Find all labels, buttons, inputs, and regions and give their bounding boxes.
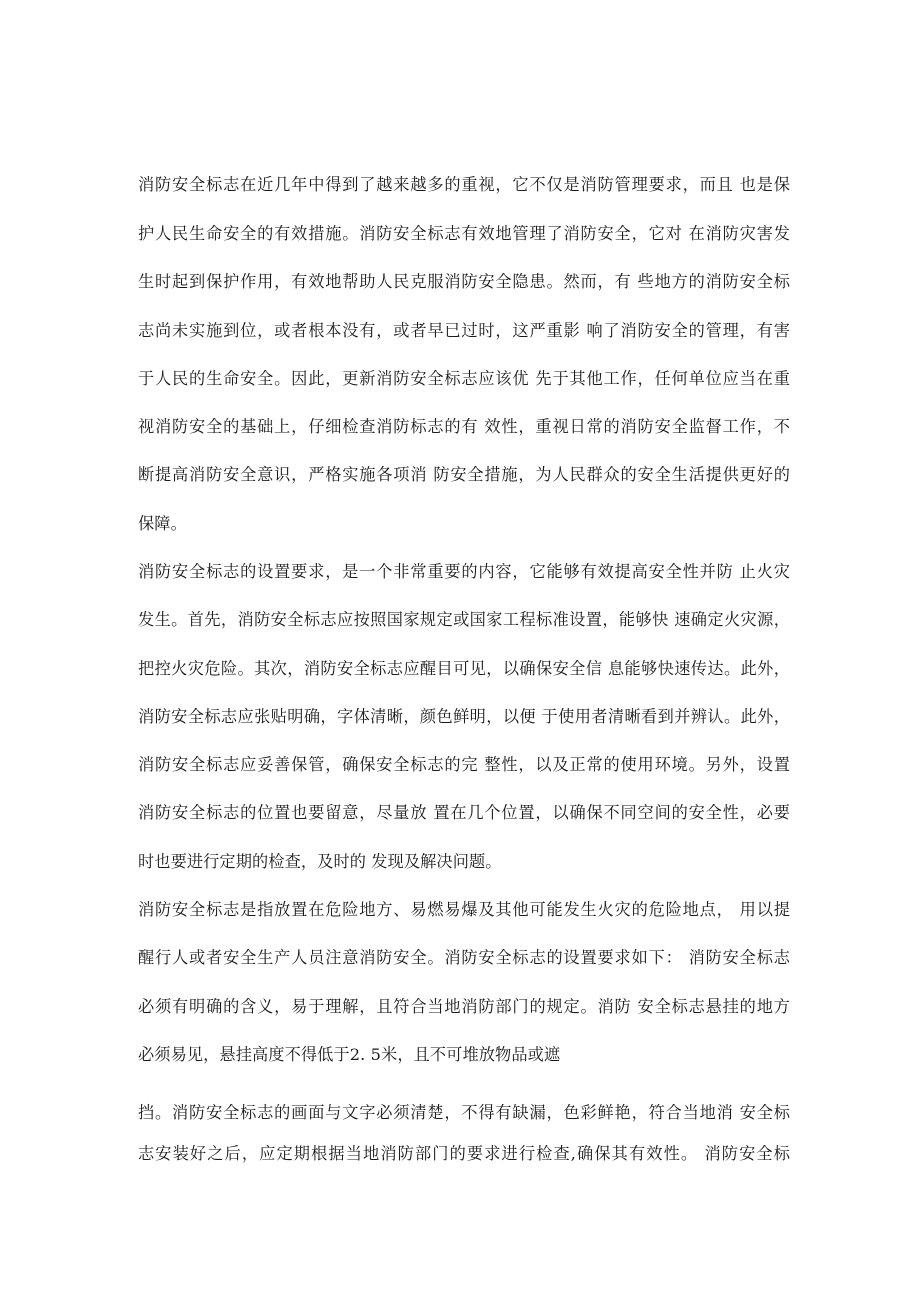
paragraph-3-line-1: 消防安全标志是指放置在危险地方、易燃易爆及其他可能发生火灾的危险地点， 用以提 bbox=[138, 900, 790, 919]
paragraph-1-line-3: 生时起到保护作用，有效地帮助人民克服消防安全隐患。然而，有 些地方的消防安全标 bbox=[138, 272, 790, 291]
paragraph-4-line-2: 志安装好之后，应定期根据当地消防部门的要求进行检查,确保其有效性。 消防安全标 bbox=[138, 1144, 790, 1163]
paragraph-1-line-2: 护人民生命安全的有效措施。消防安全标志有效地管理了消防安全，它对 在消防灾害发 bbox=[138, 224, 790, 243]
paragraph-1-line-7: 断提高消防安全意识，严格实施各项消 防安全措施，为人民群众的安全生活提供更好的 bbox=[138, 465, 790, 484]
paragraph-1-line-6: 视消防安全的基础上，仔细检查消防标志的有 效性，重视日常的消防安全监督工作，不 bbox=[138, 417, 790, 436]
paragraph-2-line-6: 消防安全标志的位置也要留意，尽量放 置在几个位置，以确保不同空间的安全性，必要 bbox=[138, 803, 790, 822]
paragraph-1-line-8: 保障。 bbox=[138, 514, 187, 533]
paragraph-2-line-4: 消防安全标志应张贴明确，字体清晰，颜色鲜明，以便 于使用者清晰看到并辨认。此外， bbox=[138, 707, 790, 726]
paragraph-3-line-4: 必须易见，悬挂高度不得低于2. 5米，且不可堆放物品或遮 bbox=[138, 1045, 561, 1064]
paragraph-2-line-3: 把控火灾危险。其次，消防安全标志应醒目可见，以确保安全信 息能够快速传达。此外， bbox=[138, 659, 790, 678]
paragraph-2-line-7: 时也要进行定期的检查，及时的 发现及解决问题。 bbox=[138, 852, 502, 871]
paragraph-2-line-1: 消防安全标志的设置要求，是一个非常重要的内容，它能够有效提高安全性并防 止火灾 bbox=[138, 562, 790, 581]
paragraph-1-line-1: 消防安全标志在近几年中得到了越来越多的重视，它不仅是消防管理要求，而且 也是保 bbox=[138, 175, 790, 194]
paragraph-3-line-2: 醒行人或者安全生产人员注意消防安全。消防安全标志的设置要求如下： 消防安全标志 bbox=[138, 948, 790, 967]
paragraph-2-line-5: 消防安全标志应妥善保管，确保安全标志的完 整性，以及正常的使用环境。另外，设置 bbox=[138, 755, 790, 774]
paragraph-1-line-4: 志尚未实施到位，或者根本没有，或者早已过时，这严重影 响了消防安全的管理，有害 bbox=[138, 321, 790, 340]
paragraph-3-line-3: 必须有明确的含义，易于理解，且符合当地消防部门的规定。消防 安全标志悬挂的地方 bbox=[138, 997, 790, 1016]
paragraph-2-line-2: 发生。首先，消防安全标志应按照国家规定或国家工程标准设置，能够快 速确定火灾源， bbox=[138, 610, 790, 629]
paragraph-4-line-1: 挡。消防安全标志的画面与文字必须清楚，不得有缺漏，色彩鲜艳，符合当地消 安全标 bbox=[138, 1103, 790, 1122]
paragraph-1-line-5: 于人民的生命安全。因此，更新消防安全标志应该优 先于其他工作，任何单位应当在重 bbox=[138, 369, 790, 388]
